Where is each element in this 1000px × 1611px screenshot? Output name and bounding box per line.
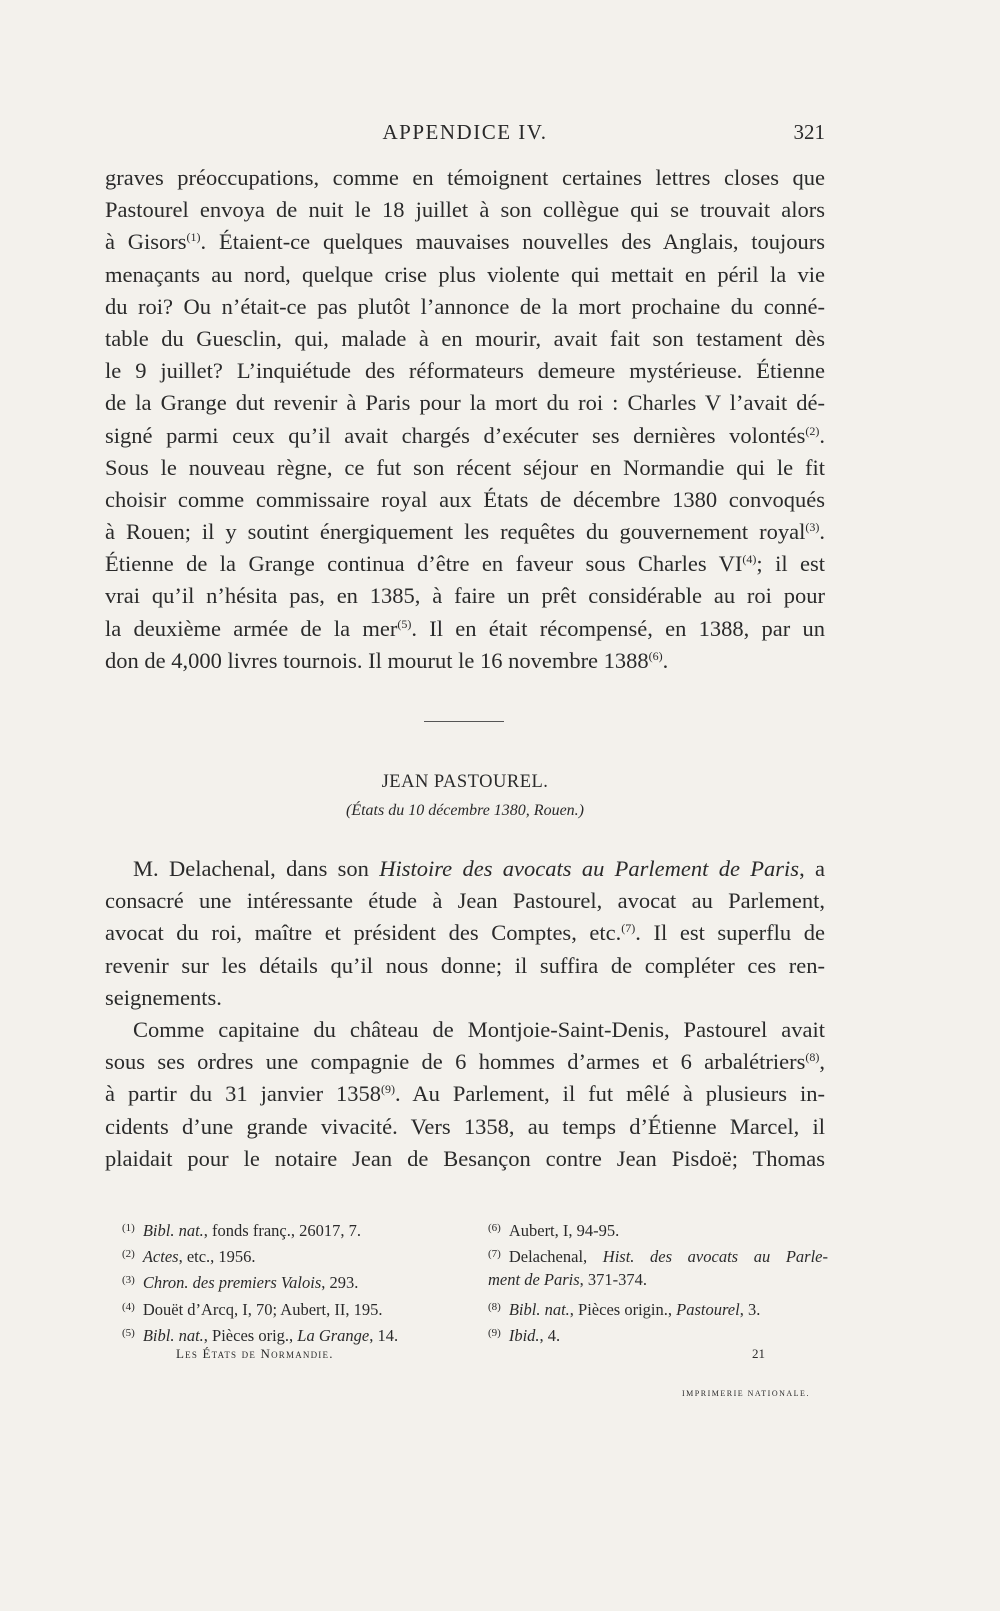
footnote-number: (7) [488, 1248, 501, 1261]
footnote-number: (6) [488, 1222, 501, 1234]
footnote-ref: (2) [805, 423, 820, 438]
footnote-number: (1) [122, 1222, 135, 1234]
footnote-continuation [488, 1267, 828, 1293]
text-line: seignements. [105, 984, 222, 1010]
footnote-text: Delachenal, [508, 1247, 603, 1267]
printer-imprint: IMPRIMERIE NATIONALE. [682, 1389, 810, 1398]
footnote-italic: Ibid. [508, 1325, 540, 1345]
section-title: JEAN PASTOUREL. [381, 772, 549, 792]
footnote-text: Aubert, I, 94-95. [508, 1221, 620, 1240]
text-line: signé parmi ceux qu’il avait chargés d’exécuter ses dernières volontés$^{(2)}$. [105, 422, 825, 448]
footnote [488, 1241, 828, 1267]
book-title-footer: Les États de Normandie. [176, 1346, 334, 1361]
text-line [105, 853, 825, 885]
footnote-text: , 371-374. [579, 1270, 648, 1290]
text-line: Pastourel envoya de nuit le 18 juillet à son collègue qui se trouvait alors [105, 197, 825, 223]
text-segment: sous ses ordres une compagnie de 6 hommes d’armes et 6 arbalétriers [105, 1049, 806, 1075]
text-line: choisir comme commissaire royal aux États de décembre 1380 convoqués [105, 486, 825, 512]
footnote-text: Douët d’Arcq, I, 70; Aubert, II, 195. [142, 1299, 383, 1319]
text-line: Sous le nouveau règne, ce fut son récent séjour en Normandie qui le fit [105, 454, 825, 480]
footnote-ref: (1) [186, 230, 201, 245]
footnote-italic: Bibl. nat. [142, 1325, 204, 1345]
footnote-text: , etc., 1956. [178, 1247, 256, 1267]
text-line: le 9 juillet? L’inquiétude des réformateurs demeure mystérieuse. Étienne [105, 358, 825, 384]
footnote-italic: Bibl. nat. [142, 1221, 204, 1240]
footnote [122, 1267, 462, 1293]
running-head [105, 120, 825, 150]
page-number: 321 [793, 120, 825, 144]
footnote-number: (8) [488, 1300, 501, 1313]
text-line: Comme capitaine du château de Montjoie-Saint-Denis, Pastourel avait [133, 1016, 825, 1042]
section-subtitle: (États du 10 décembre 1380, Rouen.) [345, 802, 584, 819]
text-segment: la deuxième armée de la mer [105, 615, 398, 641]
footnote-number: (2) [122, 1248, 135, 1261]
text-line [105, 226, 825, 258]
text-segment: à partir du 31 janvier 1358 [105, 1081, 382, 1107]
book-title: Histoire des avocats au Parlement de Paris [379, 856, 800, 881]
text-line: la deuxième armée de la mer$^{(5)}$. Il en était récompensé, en 1388, par un [105, 615, 825, 641]
text-segment: . Au Parlement, il fut mêlé à plusieurs in- [395, 1081, 825, 1107]
text-line: Étienne de la Grange continua d’être en faveur sous Charles VI$^{(4)}$; il est [105, 551, 825, 577]
footnote-italic: La Grange [297, 1325, 370, 1345]
text-segment: , [819, 1049, 825, 1075]
footnote-text: , 4. [539, 1325, 561, 1345]
footnote-text: , 293. [321, 1273, 359, 1293]
text-segment: à Rouen; il y soutint énergiquement les requêtes du gouvernement royal [105, 519, 806, 545]
footnote-number: (9) [488, 1326, 501, 1339]
section-divider [424, 721, 504, 722]
text-line: graves préoccupations, comme en témoignent certaines lettres closes que [105, 165, 825, 190]
footnote-italic: Chron. des premiers Valois [142, 1273, 322, 1293]
footnote-italic: Hist. des avocats au Parle- [602, 1247, 829, 1267]
text-segment: Étienne de la Grange continua d’être en faveur sous Charles VI [105, 551, 743, 577]
footnote-text: , Pièces orig., [203, 1325, 298, 1345]
paragraph-2 [105, 853, 825, 1175]
footnote-ref: (4) [742, 552, 757, 567]
footnote-number: (5) [122, 1326, 135, 1339]
footnote-italic: Pastourel [676, 1299, 740, 1319]
footnote-italic: Actes [142, 1247, 179, 1267]
text-line: consacré une intéressante étude à Jean Pastourel, avocat au Parlement, [105, 888, 825, 914]
footnote-ref: (3) [805, 520, 820, 535]
footnote [122, 1320, 462, 1346]
text-line: de la Grange dut revenir à Paris pour la mort du roi : Charles V l’avait dé- [105, 390, 825, 416]
text-segment: avocat du roi, maître et président des Comptes, etc. [105, 920, 622, 946]
footnote-italic: ment de Paris [488, 1270, 580, 1290]
text-line: plaidait pour le notaire Jean de Besançon contre Jean Pisdoë; Thomas [105, 1145, 825, 1171]
footnote [488, 1320, 828, 1346]
text-line [105, 1046, 825, 1078]
signature-mark: 21 [752, 1346, 765, 1361]
footnote-ref: (7) [621, 921, 636, 936]
text-line: cidents d’une grande vivacité. Vers 1358, au temps d’Étienne Marcel, il [105, 1113, 825, 1139]
footnote-ref: (9) [381, 1082, 396, 1097]
text-line [105, 1078, 825, 1110]
text-segment: . Étaient-ce quelques mauvaises nouvelles des Anglais, toujours [200, 229, 825, 255]
text-segment: M. Delachenal, dans son [133, 856, 369, 881]
footnote-italic: Bibl. nat. [508, 1299, 570, 1319]
footnote-ref: (6) [648, 648, 663, 663]
text-line: table du Guesclin, qui, malade à en mourir, avait fait son testament dès [105, 325, 825, 351]
footnote-text: , fonds franç., 26017, 7. [203, 1221, 361, 1240]
footnotes-right [488, 1215, 828, 1346]
text-line: revenir sur les détails qu’il nous donne; il suffira de compléter ces ren- [105, 952, 825, 978]
footnote [488, 1215, 828, 1241]
footnote [122, 1241, 462, 1267]
text-line: menaçants au nord, quelque crise plus violente qui mettait en péril la vie [105, 261, 825, 287]
text-segment: signé parmi ceux qu’il avait chargés d’exécuter ses dernières volontés [105, 422, 806, 448]
text-line [105, 917, 825, 949]
footnote-ref: (5) [397, 616, 412, 631]
footnote [122, 1294, 462, 1320]
running-title: APPENDICE IV. [382, 120, 548, 144]
footnote [122, 1215, 462, 1241]
text-segment: don de 4,000 livres tournois. Il mourut le 16 novembre 1388 [105, 647, 649, 673]
text-line: don de 4,000 livres tournois. Il mourut le 16 novembre 1388$^{(6)}$. [105, 647, 669, 673]
footnote [488, 1294, 828, 1320]
footnote-ref: (8) [805, 1050, 820, 1065]
footnote-text: , 14. [369, 1325, 399, 1345]
text-segment: à Gisors [105, 229, 187, 255]
text-line: vrai qu’il n’hésita pas, en 1385, à faire un prêt considérable au roi pour [105, 583, 825, 609]
footnote-text: , 3. [739, 1299, 761, 1319]
footnote-number: (3) [122, 1274, 135, 1287]
text-segment: , a [799, 856, 825, 881]
paragraph-1 [105, 162, 825, 677]
footnotes-left [122, 1215, 462, 1346]
text-line: du roi? Ou n’était-ce pas plutôt l’annonce de la mort prochaine du conné- [105, 293, 825, 319]
text-line: à Rouen; il y soutint énergiquement les requêtes du gouvernement royal$^{(3)}$. [105, 519, 825, 545]
footnote-text: , Pièces origin., [569, 1299, 677, 1319]
footnote-number: (4) [122, 1300, 135, 1313]
text-segment: . Il est superflu de [635, 920, 825, 946]
